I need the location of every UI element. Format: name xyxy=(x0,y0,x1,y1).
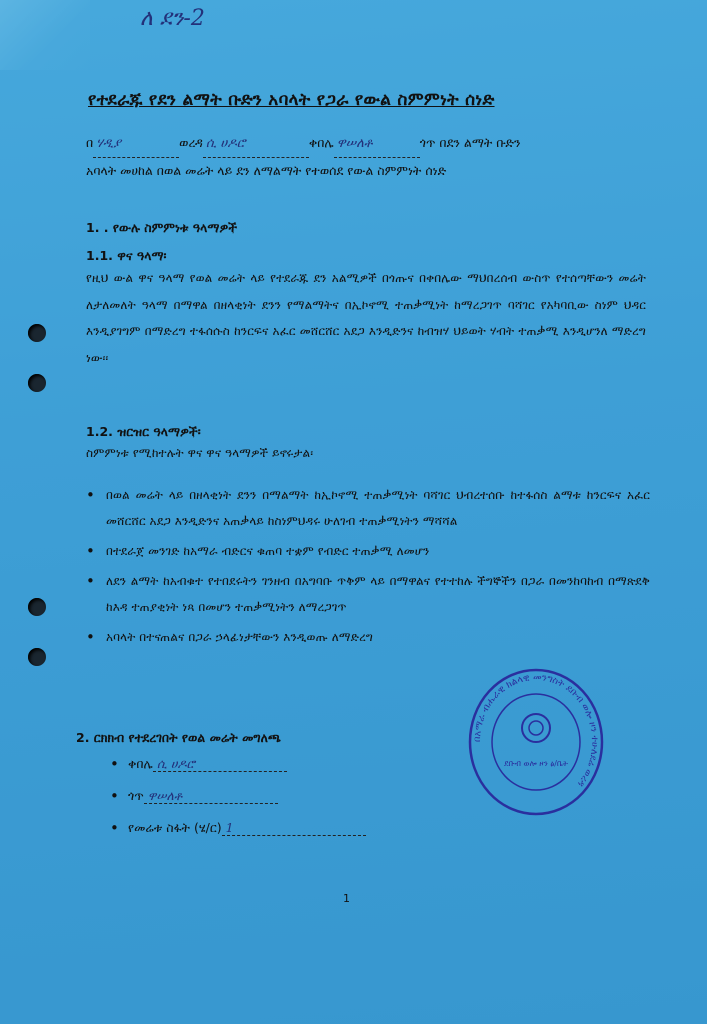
emblem-icon xyxy=(522,714,550,742)
section-1-heading: 1. . የውሉ ስምምነቱ ዓላማዎች xyxy=(86,220,238,235)
land-description-list xyxy=(110,748,366,844)
woreda-label: ወረዳ xyxy=(179,135,203,150)
land-area-value: 1 xyxy=(222,821,366,836)
section-1-2-heading: 1.2. ዝርዝር ዓላማዎች፡ xyxy=(86,424,201,439)
stamp-outer-text: በአማራ ብሔራዊ ክልላዊ መንግስት ደቡብ ወሎ ዞን ተሁለደሬ ወረዳ xyxy=(471,671,601,789)
handwritten-top-note: ለ ደን-2 xyxy=(140,6,205,31)
objectives-list xyxy=(80,482,650,654)
land-got-label: ጎጥ xyxy=(128,788,144,803)
intro-line-2: አባላት መሀከል በወል መሬት ላይ ደን ለማልማት የተወሰደ የውል ስምምነት ሰነድ xyxy=(86,163,447,178)
punch-hole-4 xyxy=(28,648,46,666)
document-title: የተደራጁ የደን ልማት ቡድን አባላት የጋራ የውል ስምምነት ሰነድ xyxy=(88,90,495,110)
intro-line1-tail: ጎጥ በደን ልማት ቡድን xyxy=(419,135,521,150)
objective-item: • በተደራጀ መንገድ ከአማራ ብድርና ቁጠባ ተቋም የብድር ተጠቃሚ ለመሆን xyxy=(80,538,650,564)
intro-prefix: በ xyxy=(86,135,94,150)
intro-line-1 xyxy=(86,130,646,158)
section-1-1-heading: 1.1. ዋና ዓላማ፡ xyxy=(86,248,167,263)
objective-item: • በወል መሬት ላይ በዘላቂነት ደንን በማልማት ከኢኮኖሚ ተጠቃሚነት ባሻገር ህብረተሰቡ ከተፋሰስ ልማቱ ከንርፍና አፈር መሸርሸር አደጋ እንዲድንና አጠቃላይ ከስነምህዳሩ ሁለገብ ተጠቃሚነትን ማሻሻል xyxy=(80,482,650,534)
zone-field: ሃዲያ xyxy=(93,131,179,158)
kebele-field: ዋሠለቶ xyxy=(334,131,420,158)
land-kebele-label: ቀበሌ xyxy=(128,756,153,771)
official-stamp xyxy=(467,668,605,816)
woreda-field: ሲ ሀዶሮ xyxy=(203,131,309,158)
kebele-label: ቀበሌ xyxy=(308,135,334,150)
land-item-got xyxy=(110,780,366,812)
punch-hole-3 xyxy=(28,598,46,616)
section-2-heading: 2. ርክክብ የተደረገበት የወል መሬት መግለጫ xyxy=(76,730,281,745)
land-got-value: ዋሠለቶ xyxy=(144,789,278,804)
objective-item: • ለደን ልማት ከአብቁተ የተበደሩትን ገንዘብ በአግባቡ ጥቅም ላይ በማዋልና የተተከሉ ችግኞችን በጋራ በመንከባከብ በማጽደቅ ከእዳ ተጠያቂነት ነጻ በመሆን ተጠቃሚነትን ለማረጋገጥ xyxy=(80,568,650,620)
land-item-kebele xyxy=(110,748,366,780)
land-item-area xyxy=(110,812,366,844)
section-1-2-intro: ስምምነቱ የሚከተሉት ዋና ዋና ዓላማዎች ይኖሩታል፡ xyxy=(86,446,314,460)
folded-corner xyxy=(0,0,90,70)
punch-hole-2 xyxy=(28,374,46,392)
land-area-label: የመሬቱ ስፋት (ሄ/ር) xyxy=(128,820,222,835)
punch-hole-1 xyxy=(28,324,46,342)
objective-item: • አባላት በተናጠልና በጋራ ኃላፊነታቸውን እንዲወጡ ለማድረግ xyxy=(80,624,650,650)
stamp-inner-text: ደቡብ ወሎ ዞን ፅ/ቤት xyxy=(504,759,568,768)
section-1-1-text: የዚህ ውል ዋና ዓላማ የወል መሬት ላይ የተደራጁ ደን አልሚዎች በጎጡና በቀበሌው ማህበረሰብ ውስጥ የተሰጣቸውን መሬት ለታለመለት ዓላማ በማዋል በዘላቂነት ደንን የማልማትና በኢኮኖሚ ተጠቃሚነት ከማረጋገጥ ባሻገር የአካባቢው ስነም ህዳር እንዲያገግም በማድረግ ተፋሰሱስ ከንርፍና አፈር መሸርሸር አደጋ እንዲድንና ከብዝሃ ህይወት ሃብት ተጠቃሚ እንዲሆንለ ማድረግ ነው፡፡ xyxy=(86,271,646,365)
page-number: 1 xyxy=(343,892,350,905)
intro-block xyxy=(86,130,646,184)
land-kebele-value: ሲ ሀዶሮ xyxy=(153,757,287,772)
